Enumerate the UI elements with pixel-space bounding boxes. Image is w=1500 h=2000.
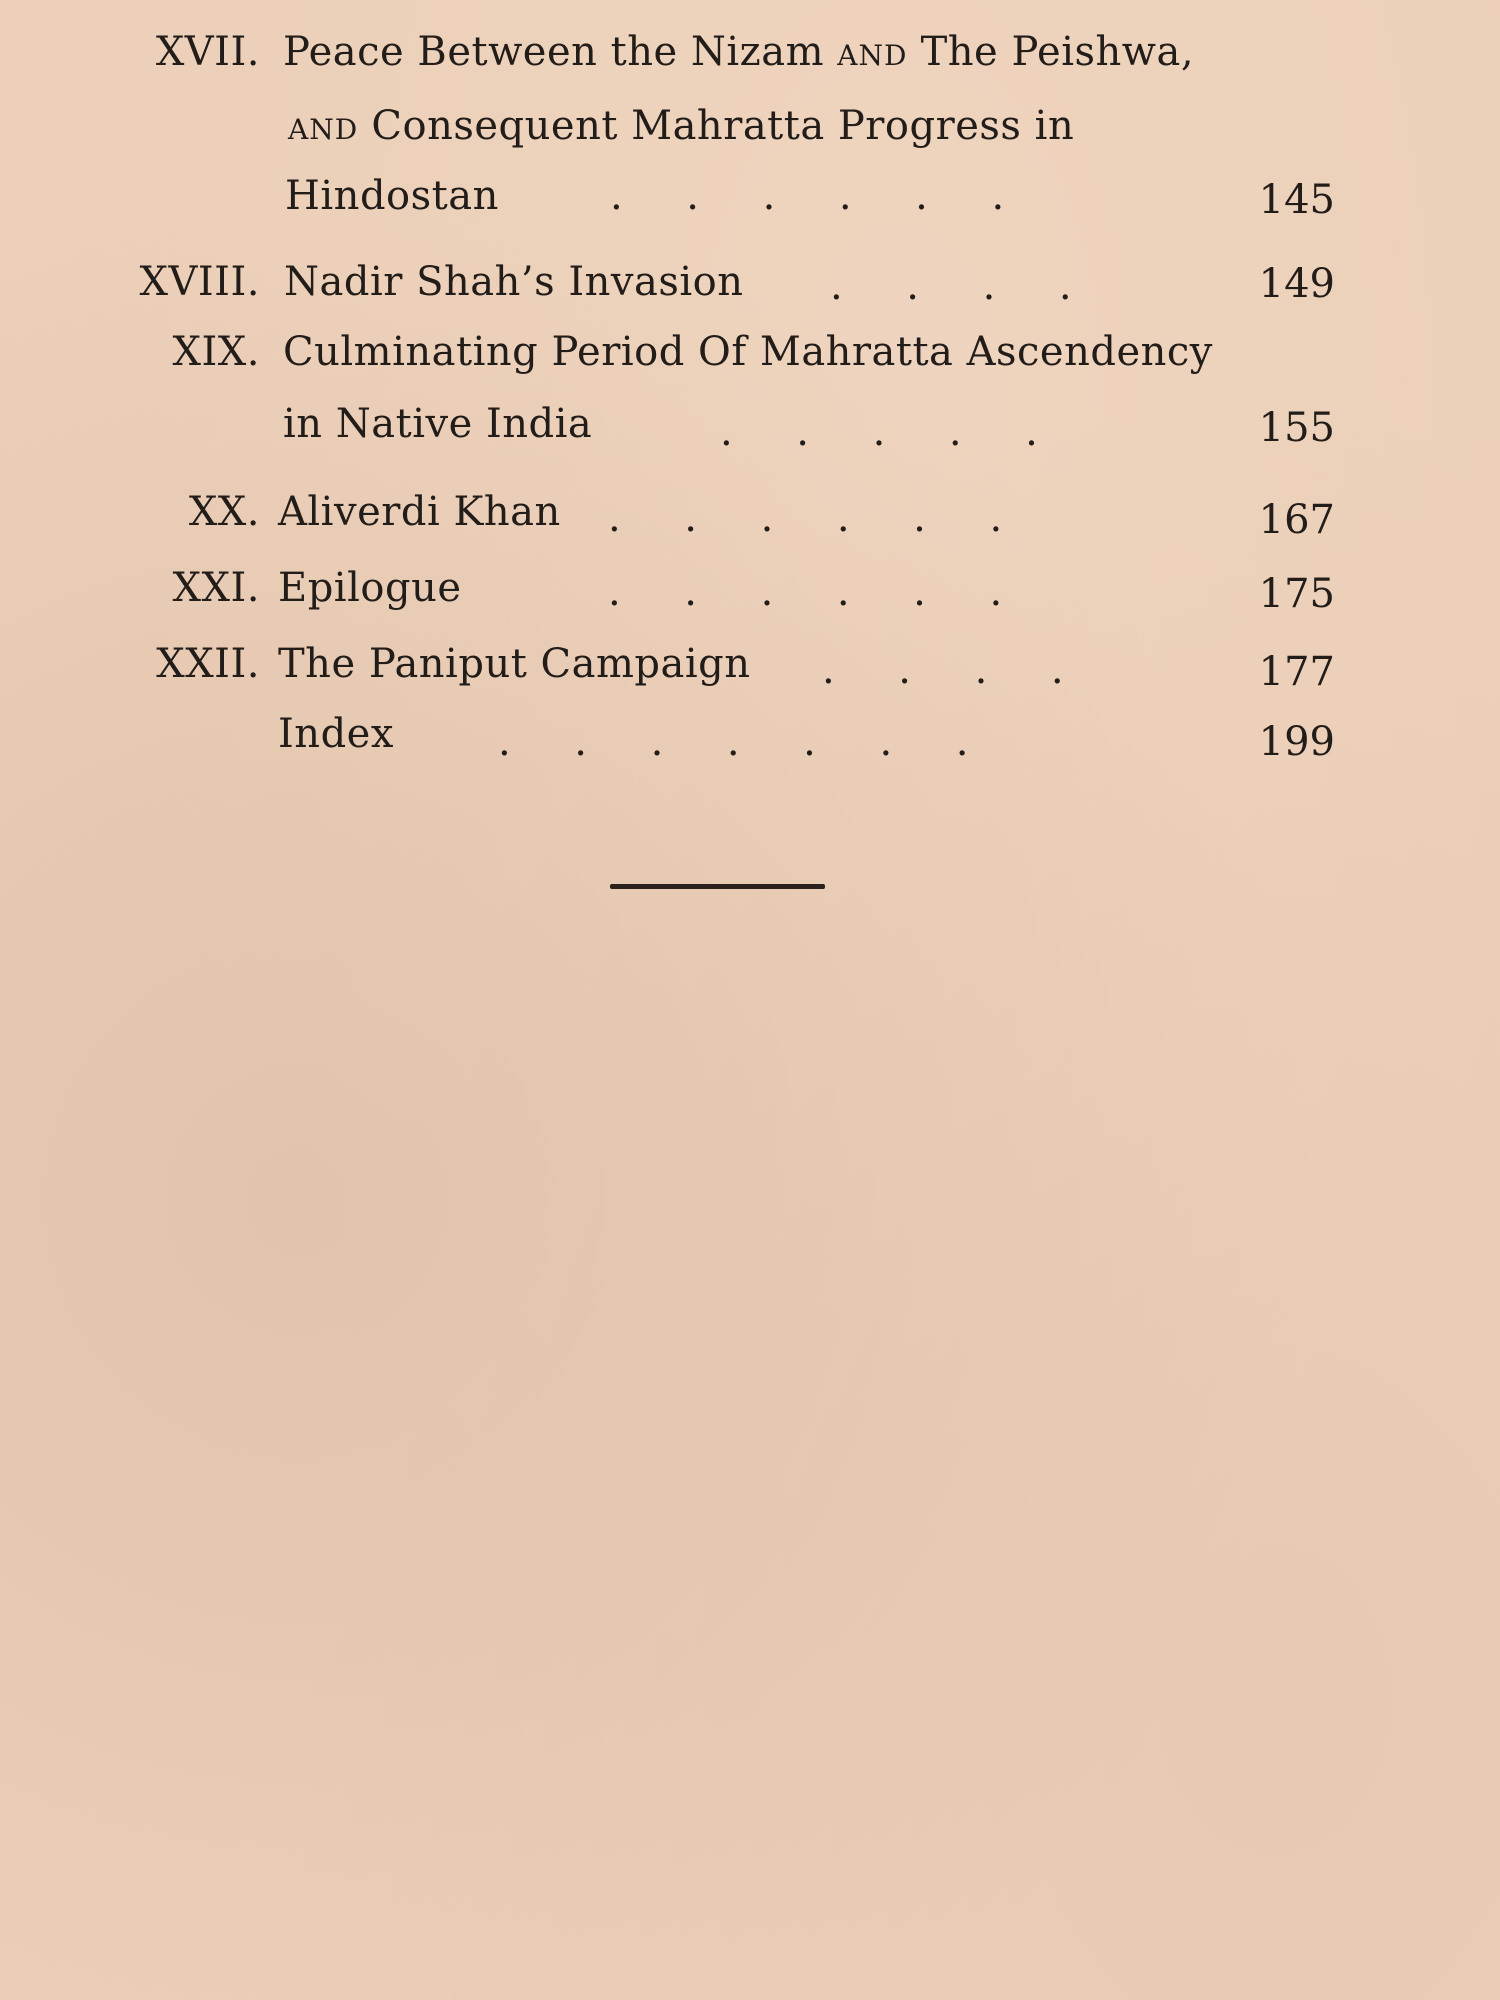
page-number: 145: [1258, 177, 1335, 223]
page-number: 149: [1258, 261, 1335, 307]
page-number: 177: [1258, 649, 1335, 695]
dot-leader: . . . .: [822, 647, 1064, 693]
chapter-title-line: Hindostan: [285, 173, 499, 219]
page-number: 155: [1258, 405, 1335, 451]
chapter-numeral: XX.: [188, 489, 260, 535]
dot-leader: . . . . . .: [608, 569, 1003, 615]
chapter-title-line: AND Consequent Mahratta Progress in: [288, 103, 1075, 149]
page-number: 199: [1258, 719, 1335, 765]
dot-leader: . . . . . .: [610, 173, 1005, 219]
dot-leader: . . . . .: [720, 409, 1038, 455]
chapter-title-line: Peace Between the Nizam AND The Peishwa,: [283, 29, 1195, 75]
chapter-title-line: Culminating Period Of Mahratta Ascendency: [283, 329, 1213, 375]
chapter-title-line: Aliverdi Khan: [278, 489, 561, 535]
page-number: 167: [1258, 497, 1335, 543]
chapter-numeral: XIX.: [172, 329, 260, 375]
page-number: 175: [1258, 571, 1335, 617]
chapter-title-line: Nadir Shah’s Invasion: [284, 259, 744, 305]
chapter-numeral: XXII.: [156, 641, 260, 687]
dot-leader: . . . . . .: [608, 495, 1003, 541]
chapter-numeral: XVIII.: [139, 259, 260, 305]
chapter-title-line: The Paniput Campaign: [278, 641, 751, 687]
table-of-contents: [0, 0, 1500, 800]
dot-leader: . . . .: [830, 263, 1072, 309]
chapter-title-line: in Native India: [283, 401, 593, 447]
chapter-title-line: Epilogue: [278, 565, 462, 611]
chapter-numeral: XVII.: [155, 29, 260, 75]
chapter-title-line: Index: [278, 711, 394, 757]
section-divider: [610, 884, 825, 889]
dot-leader: . . . . . . .: [498, 719, 969, 765]
chapter-numeral: XXI.: [172, 565, 260, 611]
